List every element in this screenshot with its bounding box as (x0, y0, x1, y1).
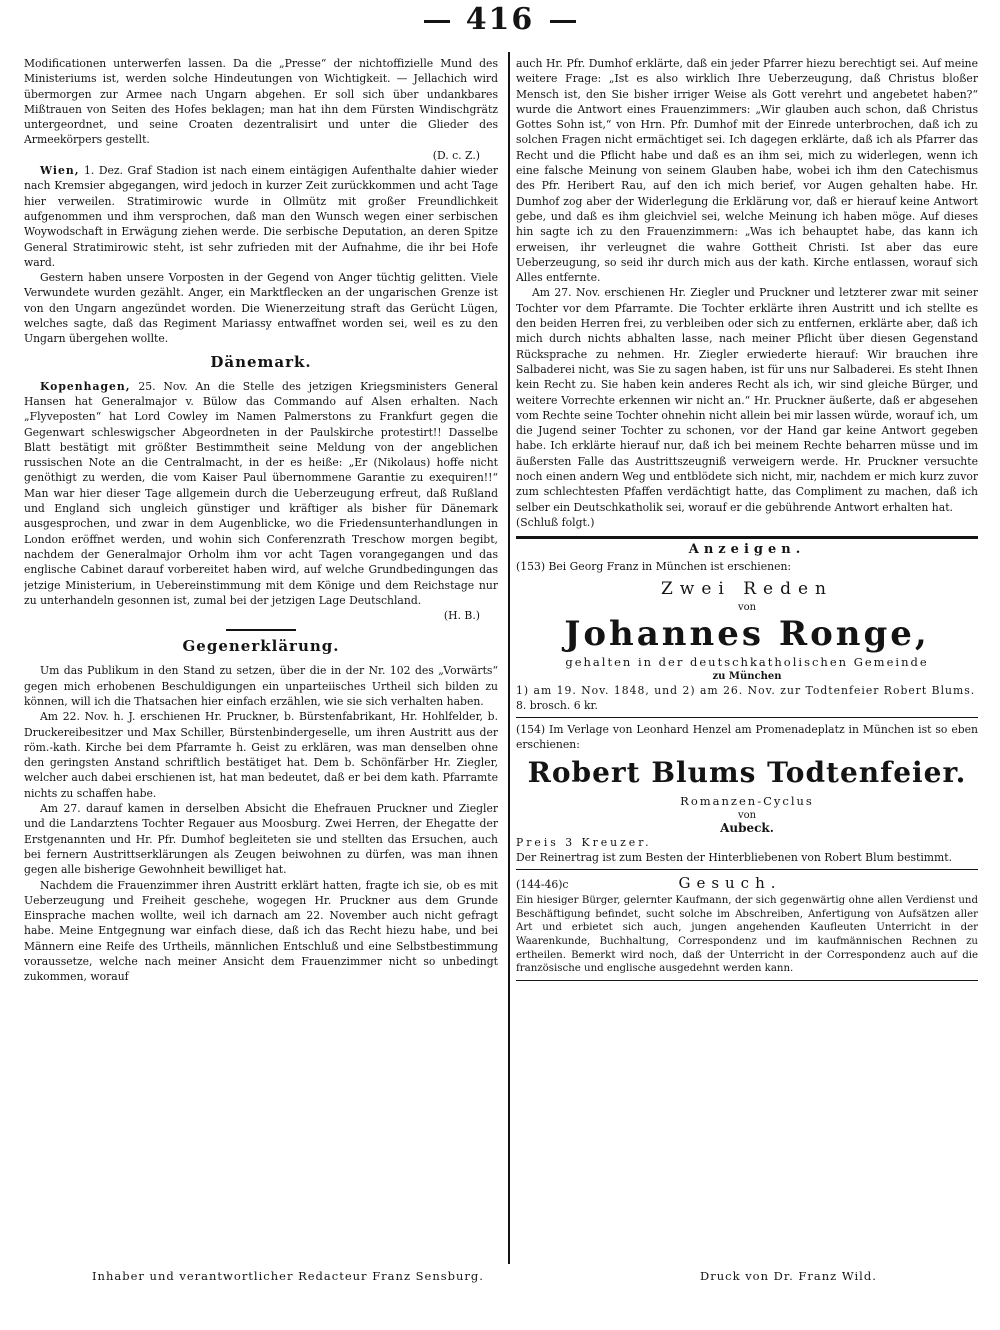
ad-153-von: von (737, 601, 757, 613)
ad-154-intro: (154) Im Verlage von Leonhard Henzel am Promenadeplatz in München ist so eben erschienen: (516, 723, 978, 752)
gegen-paragraph-3: Am 27. darauf kamen in derselben Absicht die Ehefrauen Pruckner und Ziegler und die Landarztens Tochter Regauer aus Moosburg. Zwei Herren, der Ehegatte der Erstgenannten und Hr. Pfr. Dumhof begleiteten sie und stellten das Ersuchen, auch bei fernern Austrittserklärungen als Zeugen beiwohnen zu dürfen, was man ihnen gegen alle bisherige Gewohnheit bewilliget hat. (24, 802, 498, 877)
article-kopenhagen-text: 25. Nov. An die Stelle des jetzigen Kriegsministers General Hansen hat Generalmajor v. Bülow das Commando auf Alsen erhalten. Nach „Flyveposten“ hat Lord Cowley im Namen Palmerstons zu Frankfurt gegen die Gegenwart schleswigscher Abgeordneten in der Paulskirche protestirt!! Dasselbe Blatt bestätigt mit größter Bestimmtheit seine Meldung von der angeblichen russischen Note an die Centralmacht, in der es heiße: „Er (Nikolaus) hoffe nicht genöthigt zu werden, die vom Kaiser Paul übernommene Garantie zu exequiren!!“ Man war hier dieser Tage allgemein durch die Ueberzeugung erfreut, daß Rußland und England sich ungleich günstiger und kräftiger als bisher für Dänemark ausgesprochen, und zwar in dem Augenblicke, wo die Friedensunterhandlungen in London eröffnet werden, und wohin sich Conferenzrath Treschow morgen begibt, nachdem der Generalmajor Orholm ihm vor acht Tagen vorangegangen und das englische Cabinet darauf vorbereitet haben wird, auf welche Grundbedingungen das jetzige Ministerium, in Uebereinstimmung mit dem Könige und dem Reichstage nur zu unterhandeln gesonnen ist, zumal bei der jetzigen Lage Deutschland. (24, 379, 498, 607)
gegen-paragraph-2: Am 22. Nov. h. J. erschienen Hr. Pruckner, b. Bürstenfabrikant, Hr. Hohlfelder, b. Druckereibesitzer und Max Schiller, Bürstenbindergeselle, um ihren Austritt aus der röm.-kath. Kirche bei dem Pfarramte h. Geist zu erklären, was man denselben ohne den geringsten Anstand schriftlich bestätiget hat. Dem b. Schönfärber Hr. Ziegler, welcher auch dabei erschienen ist, hat man bedeutet, daß er bei dem kath. Pfarramte nichts zu schaffen habe. (24, 710, 498, 800)
gegen-continued-1: auch Hr. Pfr. Dumhof erklärte, daß ein jeder Pfarrer hiezu berechtigt sei. Auf meine weitere Frage: „Ist es also wirklich Ihre Ueberzeugung, daß Christus bloßer Mensch ist, den Sie bisher irriger Weise als Gott verehrt und angebetet haben?“ wurde die Antwort eines Frauenzimmers: „Wir glauben auch schon, daß Christus Gottes Sohn ist,“ von Hrn. Pfr. Dumhof mit der Einrede unterbrochen, daß ich zu solchen Fragen nicht ermächtiget sei. Ich dagegen erklärte, daß ich als Pfarrer das Recht und die Pflicht habe und daß es an ihm sei, mich zu widerlegen, wenn ich eine falsche Meinung von seinem Glauben habe, wobei ich ihm den Catechismus des Pfr. Heribert Rau, auf den ich mich berief, vor Augen gehalten habe. Hr. Dumhof zog aber der Widerlegung die Erklärung vor, daß er hierauf keine Antwort gebe, und daß es ihm gleichviel sei, welche Meinung ich haben möge. Auf dieses hin sagte ich zu den Frauenzimmern: „Was ich behauptet habe, das kann ich erweisen, ihr verleugnet die wahre Gottheit Christi. Ist aber das eure Ueberzeugung, so seid ihr durch mich aus der kath. Kirche entlassen, worauf sich Alles entfernte. (516, 57, 978, 285)
ad-bottom-rule (516, 980, 978, 981)
article-wien (24, 163, 498, 270)
ad-144 (516, 874, 978, 976)
page-number-text: 416 (465, 2, 535, 37)
ad-divider-1 (516, 717, 978, 718)
ad-154-author: Aubeck. (720, 820, 774, 835)
article-vorposten-text: Gestern haben unsere Vorposten in der Gegend von Anger tüchtig gelitten. Viele Verwundete wurden gezählt. Anger, ein Marktflecken an der ungarischen Grenze ist von den Ungarn angezündet worden. Die Wienerzeitung straft das Gerücht Lügen, welches sagte, daß das Regiment Mariassy entwaffnet worden sei, weil es zu den Ungarn übergehen wollte. (24, 271, 498, 346)
article-presse-source-line (24, 148, 498, 163)
column-divider (508, 52, 510, 1264)
footer-printer: Druck von Dr. Franz Wild. (700, 1269, 877, 1283)
ad-153-place: zu München (712, 670, 782, 682)
gegen-paragraph-1: Um das Publikum in den Stand zu setzen, über die in der Nr. 102 des „Vorwärts“ gegen mich erhobenen Beschuldigungen ein unparteiisches Urtheil sich bilden zu können, will ich die Thatsachen hier einfach erzählen, wie sie sich verhalten haben. (24, 664, 498, 708)
dateline-kopenhagen: Kopenhagen, (40, 379, 131, 393)
ad-154-subtitle: Romanzen-Cyclus (680, 793, 814, 808)
ad-144-header-line (516, 874, 978, 894)
heading-daenemark: Dänemark. (210, 352, 312, 371)
article-presse-source: (D. c. Z.) (432, 148, 480, 162)
article-kopenhagen-source-line (24, 608, 498, 623)
ad-153 (516, 559, 978, 713)
ad-154-price: Preis 3 Kreuzer. (516, 835, 652, 849)
ad-divider-2 (516, 869, 978, 870)
dash-right (550, 20, 576, 23)
ad-144-number: (144-46)c (516, 878, 569, 892)
ad-144-text: Ein hiesiger Bürger, gelernter Kaufmann, der sich gegenwärtig ohne allen Verdienst und Beschäftigung befindet, sucht solche im Abschreiben, Anfertigung von Aufsätzen aller Art und erbietet sich auch, jungen angehenden Kaufleuten Unterricht in der Waarenkunde, Buchhaltung, Correspondenz und im kaufmännischen Rechnen zu ertheilen. Bemerkt wird noch, daß der Unterricht in der Correspondenz auch auf die französische und englische ausgedehnt werden kann. (516, 895, 978, 975)
page-number (0, 2, 1000, 38)
article-kopenhagen-source: (H. B.) (443, 609, 480, 623)
section-rule (226, 629, 296, 631)
dash-left (424, 20, 450, 23)
ad-153-zwei-reden: Zwei Reden (660, 578, 834, 599)
gegen-continued-2: Am 27. Nov. erschienen Hr. Ziegler und Pruckner und letzterer zwar mit seiner Tochter vor dem Pfarramte. Die Tochter erklärte ihren Austritt und ich stellte es den beiden Herren frei, zu verbleiben oder sich zu entfernen, erklärte aber, daß ich mich durch nichts abhalten lasse, nach meiner Pflicht über diesen Gegenstand Rücksprache zu nehmen. Hr. Ziegler erwiederte hierauf: Wir brauchen ihre Salbaderei nicht, was Sie zu sagen haben, ist für uns nur Salbaderei. Es steht Ihnen kein Recht zu. Sie haben kein anderes Recht als ich, wir sind gleiche Bürger, und weitere Vorrechte erkennen wir nicht an.“ Hr. Pruckner äußerte, daß er abgesehen vom Rechte seine Tochter ohnehin nicht allein bei mir lassen würde, worauf ich, um die Jugend seiner Tochter zu schonen, vor der Hand gar keine Antwort gegeben habe. Ich erklärte hierauf nur, daß ich bei meinem Rechte beharren müsse und im äußersten Falle das Austrittszeugniß verweigern werde. Hr. Pruckner versuchte noch einen andern Weg und entblödete sich nicht, mir, nachdem er mich kurz zuvor zum schlechtesten Pfaffen verdächtigt hatte, das Compliment zu machen, daß ich selber ein Deutschkatholik sei, worauf er die gebührende Antwort erhalten hat. (516, 286, 978, 514)
ad-153-intro: (153) Bei Georg Franz in München ist erschienen: (516, 560, 792, 574)
ad-153-author-name: Johannes Ronge, (564, 613, 930, 654)
ad-154-note: Der Reinertrag ist zum Besten der Hinterbliebenen von Robert Blum bestimmt. (516, 850, 953, 864)
right-column (516, 56, 978, 1260)
ads-top-rule (516, 536, 978, 539)
footer-editor: Inhaber und verantwortlicher Redacteur Franz Sensburg. (92, 1269, 484, 1283)
ad-153-subtitle: gehalten in der deutschkatholischen Gemeinde (565, 654, 929, 669)
schluss-folgt: (Schluß folgt.) (516, 515, 595, 529)
anzeigen-heading: Anzeigen. (688, 542, 806, 558)
gegen-paragraph-4: Nachdem die Frauenzimmer ihren Austritt erklärt hatten, fragte ich sie, ob es mit Ueberzeugung und Freiheit geschehe, wogegen Hr. Pruckner aus dem Grunde Einsprache machen wollte, weil ich darnach am 22. November auch nicht gefragt habe. Meine Entgegnung war einfach diese, daß ich das Recht hiezu habe, und bei Männern eine Reife des Urtheils, männlichen Entschluß und eine Selbstbestimmung voraussetze, welche nach meiner Ansicht dem Frauenzimmer nicht so unbedingt zukommen, worauf (24, 878, 498, 984)
ad-144-title: Gesuch. (678, 874, 782, 893)
ad-153-price: 8. brosch. 6 kr. (516, 698, 598, 712)
ad-153-dates: 1) am 19. Nov. 1848, und 2) am 26. Nov. zur Todtenfeier Robert Blums. (516, 683, 976, 697)
article-vorposten (24, 270, 498, 346)
article-wien-text: 1. Dez. Graf Stadion ist nach einem eintägigen Aufenthalte dahier wieder nach Kremsier abgegangen, wird jedoch in kurzer Zeit zurückkommen und acht Tage hier verweilen. Stratimirowic wurde in Ollmütz mit großer Freundlichkeit aufgenommen und ihm versprochen, daß man den Wunsch wegen einer serbischen Woywodschaft in Erwägung ziehen werde. Die serbische Deputation, an deren Spitze General Stratimirowic steht, ist sehr zufrieden mit der Aufnahme, die ihr bei Hofe ward. (24, 164, 498, 269)
ad-154 (516, 722, 978, 865)
left-column (24, 56, 498, 1260)
article-presse (24, 56, 498, 148)
ad-154-title: Robert Blums Todtenfeier. (527, 755, 967, 789)
article-kopenhagen (24, 379, 498, 608)
ad-154-von: von (737, 809, 757, 821)
article-presse-text: Modificationen unterwerfen lassen. Da die „Presse“ der nichtoffizielle Mund des Ministeriums ist, werden solche Hindeutungen von Wichtigkeit. — Jellachich wird übermorgen zur Armee nach Ungarn abgehen. Er soll sich über undankbares Mißtrauen von Seiten des Hofes beklagen; man hat ihn dem Fürsten Windischgrätz untergeordnet, und seine Croaten dezentralisirt und unter die Glieder des Armeekörpers gestellt. (24, 57, 498, 147)
dateline-wien: Wien, (40, 164, 80, 178)
heading-gegenerklaerung: Gegenerklärung. (182, 637, 340, 656)
